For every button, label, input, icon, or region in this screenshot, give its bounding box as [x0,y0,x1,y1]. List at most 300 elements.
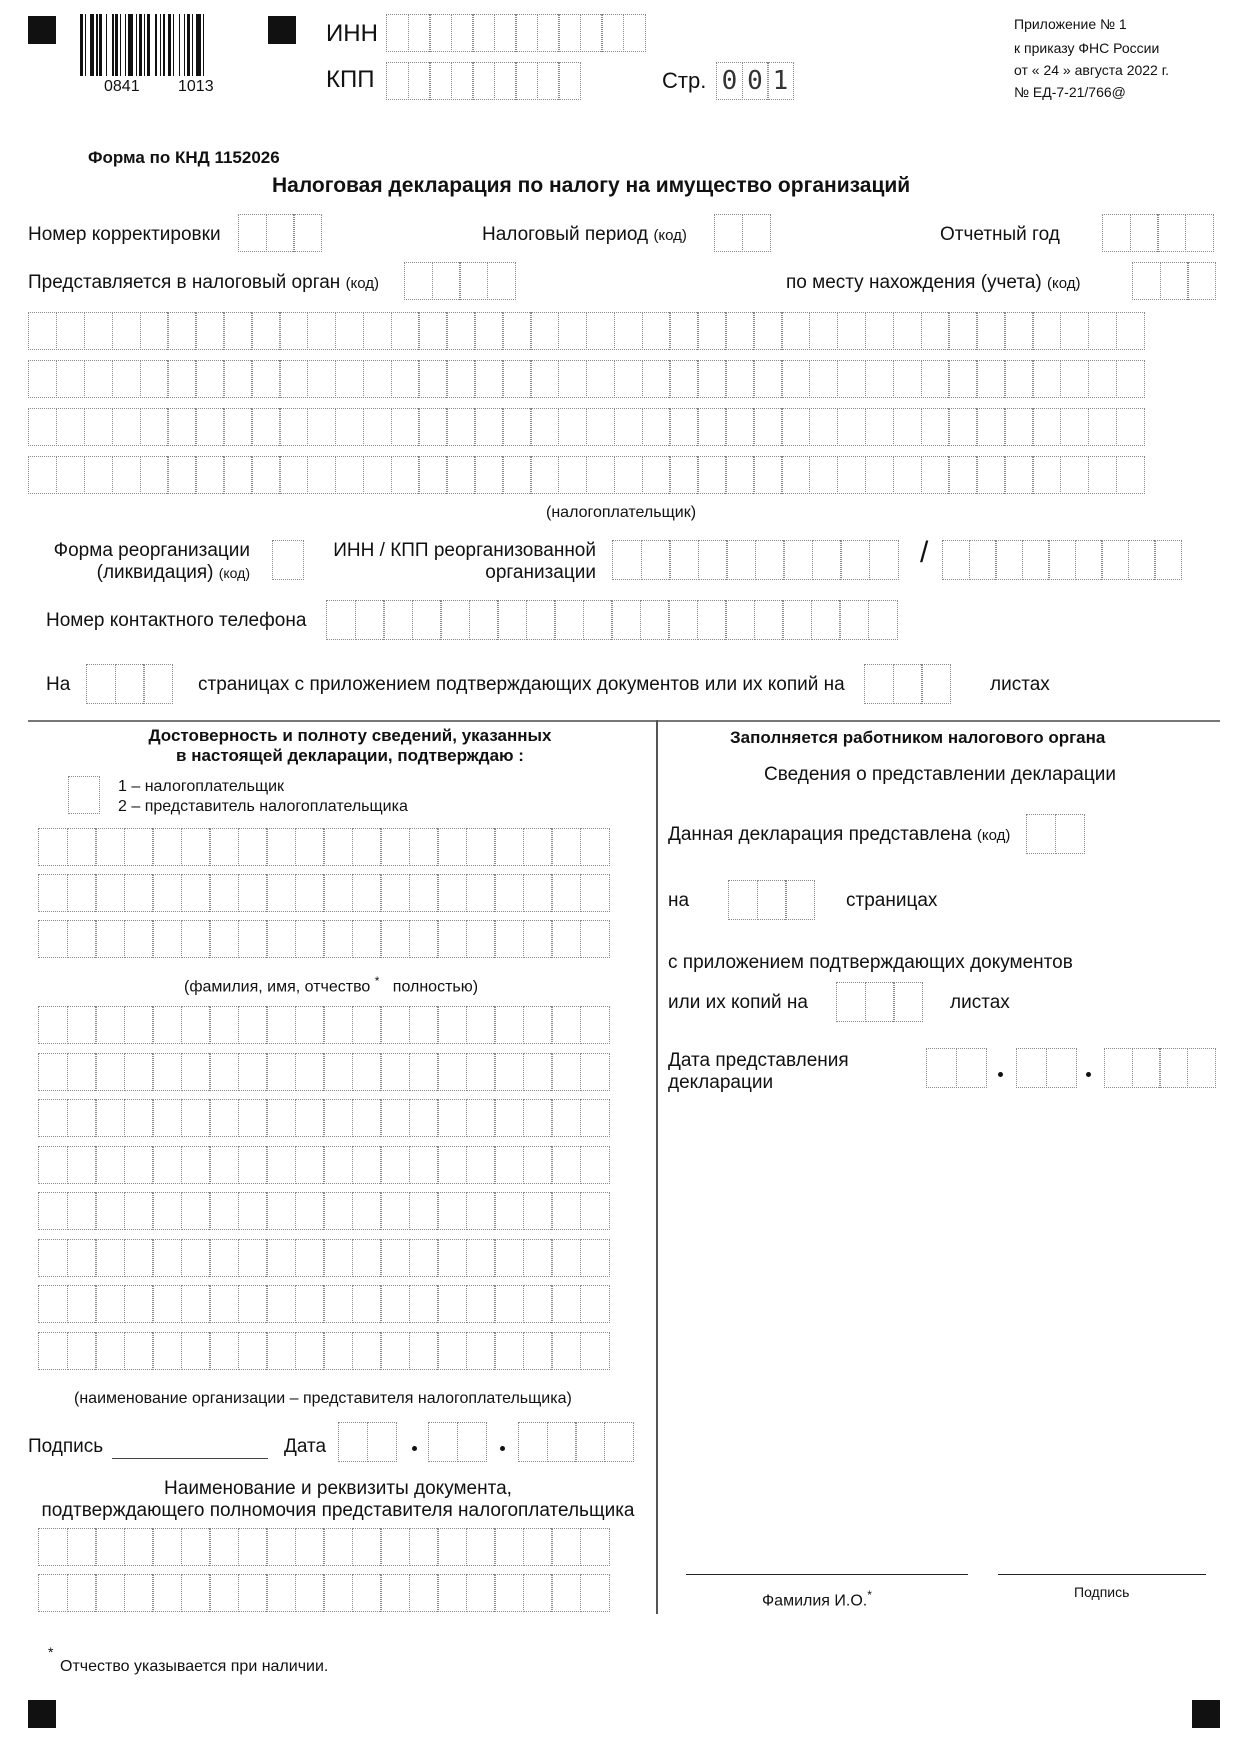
input-cell[interactable] [466,1192,496,1230]
input-cell[interactable] [266,214,295,252]
input-cell[interactable] [38,1192,68,1230]
input-cell[interactable] [409,1332,439,1370]
input-cell[interactable] [209,1006,239,1044]
input-cell[interactable] [307,408,336,446]
input-cell[interactable] [140,312,169,350]
input-cell[interactable] [295,1053,325,1091]
input-cell[interactable] [429,14,452,52]
input-cell[interactable] [502,360,531,398]
input-cell[interactable] [181,1528,211,1566]
input-cell[interactable] [238,1332,268,1370]
input-cell[interactable] [781,408,810,446]
input-cell[interactable] [697,408,726,446]
input-cell[interactable] [725,600,755,640]
input-cell[interactable] [56,408,85,446]
input-cell[interactable] [409,1192,439,1230]
input-cell[interactable] [781,360,810,398]
input-cell[interactable] [893,408,922,446]
input-cell[interactable] [494,1285,524,1323]
input-cell[interactable] [418,360,447,398]
input-cell[interactable] [921,408,950,446]
input-cell[interactable] [352,1053,382,1091]
input-cell[interactable] [1032,312,1061,350]
input-cell[interactable] [251,312,280,350]
input-cell[interactable] [641,540,671,580]
input-cell[interactable] [266,1239,296,1277]
input-cell[interactable] [418,456,447,494]
input-cell[interactable] [580,874,610,912]
input-cell[interactable] [921,664,951,704]
grid-row[interactable] [38,1053,610,1091]
input-cell[interactable] [523,1146,553,1184]
input-cell[interactable] [323,920,353,958]
input-cell[interactable] [84,456,113,494]
input-cell[interactable] [837,360,866,398]
input-cell[interactable] [893,312,922,350]
grid-row[interactable] [38,1192,610,1230]
input-cell[interactable] [195,456,224,494]
input-cell[interactable] [181,1099,211,1137]
input-cell[interactable] [518,1422,548,1462]
input-cell[interactable] [580,14,603,52]
input-cell[interactable] [1102,214,1131,252]
input-cell[interactable] [1004,408,1033,446]
input-cell[interactable] [1128,540,1156,580]
input-cell[interactable] [836,982,866,1022]
input-cell[interactable] [266,1146,296,1184]
input-cell[interactable] [238,1146,268,1184]
input-cell[interactable] [335,360,364,398]
input-cell[interactable] [614,360,643,398]
input-cell[interactable] [380,1146,410,1184]
input-cell[interactable] [238,828,268,866]
inn-field[interactable] [386,14,646,52]
input-cell[interactable] [352,1239,382,1277]
input-cell[interactable] [67,1574,97,1612]
input-cell[interactable] [437,1053,467,1091]
input-cell[interactable] [335,312,364,350]
input-cell[interactable] [209,1146,239,1184]
input-cell[interactable] [67,874,97,912]
input-cell[interactable] [551,1006,581,1044]
input-cell[interactable] [152,1239,182,1277]
input-cell[interactable] [84,360,113,398]
input-cell[interactable] [785,880,815,920]
input-cell[interactable] [409,1239,439,1277]
input-cell[interactable] [355,600,385,640]
input-cell[interactable] [1101,540,1129,580]
input-cell[interactable] [494,1053,524,1091]
input-cell[interactable] [209,874,239,912]
input-cell[interactable] [209,920,239,958]
input-cell[interactable] [494,1239,524,1277]
input-cell[interactable] [669,312,698,350]
input-cell[interactable] [124,1528,154,1566]
input-cell[interactable] [614,408,643,446]
input-cell[interactable] [380,1192,410,1230]
input-cell[interactable] [67,1239,97,1277]
input-cell[interactable] [68,776,100,814]
input-cell[interactable] [642,360,671,398]
input-cell[interactable] [437,1146,467,1184]
input-cell[interactable] [84,312,113,350]
input-cell[interactable] [725,408,754,446]
input-cell[interactable] [238,1006,268,1044]
input-cell[interactable] [1004,312,1033,350]
input-cell[interactable] [1060,312,1089,350]
input-cell[interactable] [124,828,154,866]
input-cell[interactable] [809,360,838,398]
input-cell[interactable] [1116,312,1145,350]
input-cell[interactable] [143,664,173,704]
input-cell[interactable] [580,1332,610,1370]
input-cell[interactable] [865,456,894,494]
input-cell[interactable] [295,828,325,866]
input-cell[interactable] [586,456,615,494]
input-cell[interactable] [412,600,442,640]
input-cell[interactable] [167,456,196,494]
input-cell[interactable] [28,456,57,494]
input-cell[interactable] [1032,456,1061,494]
input-cell[interactable] [558,456,587,494]
input-cell[interactable] [494,1006,524,1044]
input-cell[interactable] [323,1574,353,1612]
input-cell[interactable] [809,456,838,494]
input-cell[interactable] [380,920,410,958]
input-cell[interactable] [307,312,336,350]
input-cell[interactable] [209,1574,239,1612]
input-cell[interactable] [432,262,461,300]
grid-row[interactable] [38,1146,610,1184]
input-cell[interactable] [515,14,538,52]
grid-row[interactable] [28,408,1145,446]
input-cell[interactable] [67,1006,97,1044]
grid-row[interactable] [38,1006,610,1044]
input-cell[interactable] [38,1239,68,1277]
input-cell[interactable] [295,1332,325,1370]
input-cell[interactable] [580,1192,610,1230]
input-cell[interactable] [152,1332,182,1370]
input-cell[interactable] [124,1006,154,1044]
input-cell[interactable] [152,874,182,912]
input-cell[interactable] [380,1099,410,1137]
input-cell[interactable] [921,312,950,350]
input-cell[interactable] [437,1285,467,1323]
input-cell[interactable] [404,262,433,300]
input-cell[interactable] [1032,360,1061,398]
input-cell[interactable] [195,408,224,446]
input-cell[interactable] [95,1006,125,1044]
input-cell[interactable] [869,540,899,580]
input-cell[interactable] [67,1146,97,1184]
input-cell[interactable] [437,1192,467,1230]
input-cell[interactable] [352,920,382,958]
input-cell[interactable] [323,874,353,912]
input-cell[interactable] [251,360,280,398]
input-cell[interactable] [323,828,353,866]
input-cell[interactable] [523,874,553,912]
input-cell[interactable] [437,828,467,866]
input-cell[interactable] [279,408,308,446]
input-cell[interactable] [295,1006,325,1044]
input-cell[interactable] [494,1574,524,1612]
input-cell[interactable] [409,1006,439,1044]
input-cell[interactable] [466,1574,496,1612]
input-cell[interactable] [238,1285,268,1323]
input-cell[interactable] [67,1528,97,1566]
signature-line[interactable] [112,1458,268,1459]
input-cell[interactable] [380,1332,410,1370]
input-cell[interactable] [95,828,125,866]
input-cell[interactable] [526,600,556,640]
input-cell[interactable] [238,920,268,958]
input-cell[interactable] [642,408,671,446]
input-cell[interactable] [530,312,559,350]
input-cell[interactable] [755,540,785,580]
input-cell[interactable] [326,600,356,640]
input-cell[interactable] [472,62,495,100]
input-cell[interactable] [323,1285,353,1323]
input-cell[interactable] [502,456,531,494]
input-cell[interactable] [837,312,866,350]
input-cell[interactable] [67,828,97,866]
input-cell[interactable] [266,1332,296,1370]
input-cell[interactable] [124,1332,154,1370]
input-cell[interactable] [523,1099,553,1137]
input-cell[interactable] [124,1574,154,1612]
input-cell[interactable] [352,1528,382,1566]
input-cell[interactable] [956,1048,987,1088]
input-cell[interactable] [942,540,970,580]
input-cell[interactable] [124,1285,154,1323]
input-cell[interactable] [38,828,68,866]
input-cell[interactable] [474,456,503,494]
input-cell[interactable] [95,1053,125,1091]
input-cell[interactable] [474,408,503,446]
input-cell[interactable] [466,874,496,912]
input-cell[interactable] [409,874,439,912]
input-cell[interactable] [352,1006,382,1044]
input-cell[interactable] [611,600,641,640]
input-cell[interactable] [466,1285,496,1323]
input-cell[interactable] [295,1146,325,1184]
input-cell[interactable] [466,1332,496,1370]
input-cell[interactable] [837,456,866,494]
input-cell[interactable] [352,1099,382,1137]
input-cell[interactable] [56,456,85,494]
input-cell[interactable] [446,360,475,398]
input-cell[interactable] [1185,214,1214,252]
input-cell[interactable] [266,1053,296,1091]
input-cell[interactable] [466,828,496,866]
input-cell[interactable] [335,408,364,446]
input-cell[interactable] [28,312,57,350]
grid-row[interactable] [38,828,610,866]
input-cell[interactable] [1088,408,1117,446]
input-cell[interactable] [948,456,977,494]
input-cell[interactable] [181,1192,211,1230]
input-cell[interactable] [238,1053,268,1091]
input-cell[interactable] [266,920,296,958]
input-cell[interactable] [523,1192,553,1230]
grid-row[interactable] [28,456,1145,494]
input-cell[interactable] [893,982,923,1022]
input-cell[interactable] [551,1332,581,1370]
input-cell[interactable] [124,1099,154,1137]
input-cell[interactable] [1157,214,1186,252]
sheets-count-field[interactable] [864,664,951,704]
input-cell[interactable] [363,408,392,446]
input-cell[interactable] [580,1239,610,1277]
input-cell[interactable] [551,1099,581,1137]
input-cell[interactable] [266,1006,296,1044]
input-cell[interactable] [742,214,771,252]
input-cell[interactable] [86,664,116,704]
input-cell[interactable] [409,1099,439,1137]
input-cell[interactable] [811,600,841,640]
input-cell[interactable] [575,1422,605,1462]
input-cell[interactable] [753,360,782,398]
input-cell[interactable] [1104,1048,1133,1088]
input-cell[interactable] [494,1192,524,1230]
input-cell[interactable] [238,214,267,252]
input-cell[interactable] [451,14,474,52]
input-cell[interactable] [383,600,413,640]
input-cell[interactable] [112,360,141,398]
input-cell[interactable] [583,600,613,640]
input-cell[interactable] [551,920,581,958]
input-cell[interactable] [307,456,336,494]
input-cell[interactable] [323,1006,353,1044]
input-cell[interactable] [469,600,499,640]
input-cell[interactable] [251,408,280,446]
input-cell[interactable] [152,1528,182,1566]
input-cell[interactable] [726,540,756,580]
input-cell[interactable] [380,1239,410,1277]
input-cell[interactable] [56,312,85,350]
input-cell[interactable] [295,1574,325,1612]
input-cell[interactable] [124,874,154,912]
input-cell[interactable] [238,1528,268,1566]
input-cell[interactable] [809,312,838,350]
input-cell[interactable] [409,828,439,866]
input-cell[interactable] [38,1053,68,1091]
submission-code-field[interactable] [1026,814,1085,854]
input-cell[interactable] [181,1239,211,1277]
input-cell[interactable] [95,1528,125,1566]
input-cell[interactable] [38,1574,68,1612]
input-cell[interactable] [408,14,431,52]
input-cell[interactable] [437,1239,467,1277]
input-cell[interactable] [437,920,467,958]
input-cell[interactable] [363,360,392,398]
input-cell[interactable] [238,1192,268,1230]
input-cell[interactable] [783,540,813,580]
input-cell[interactable] [586,312,615,350]
input-cell[interactable] [547,1422,577,1462]
input-cell[interactable] [551,1192,581,1230]
input-cell[interactable] [466,1239,496,1277]
input-cell[interactable] [152,1192,182,1230]
input-cell[interactable] [295,1239,325,1277]
input-cell[interactable] [152,1006,182,1044]
input-cell[interactable] [537,14,560,52]
input-cell[interactable] [502,408,531,446]
correction-number-field[interactable] [238,214,322,252]
input-cell[interactable] [181,874,211,912]
input-cell[interactable] [669,456,698,494]
input-cell[interactable] [167,408,196,446]
grid-row[interactable] [38,1574,610,1612]
officer-fio-line[interactable] [686,1574,968,1575]
input-cell[interactable] [266,1099,296,1137]
input-cell[interactable] [551,828,581,866]
input-cell[interactable] [67,1332,97,1370]
input-cell[interactable] [95,1239,125,1277]
input-cell[interactable] [537,62,560,100]
input-cell[interactable] [238,1574,268,1612]
input-cell[interactable] [586,360,615,398]
input-cell[interactable] [95,874,125,912]
input-cell[interactable] [466,1099,496,1137]
input-cell[interactable] [152,828,182,866]
input-cell[interactable] [614,312,643,350]
input-cell[interactable] [266,1528,296,1566]
input-cell[interactable] [352,1285,382,1323]
input-cell[interactable] [868,600,898,640]
input-cell[interactable] [95,1099,125,1137]
input-cell[interactable] [140,408,169,446]
input-cell[interactable] [95,920,125,958]
input-cell[interactable] [279,360,308,398]
submission-month-field[interactable] [1016,1048,1077,1088]
input-cell[interactable] [363,456,392,494]
input-cell[interactable] [554,600,584,640]
input-cell[interactable] [209,1239,239,1277]
input-cell[interactable] [112,408,141,446]
input-cell[interactable] [181,1285,211,1323]
input-cell[interactable] [67,1192,97,1230]
date-year-field[interactable] [518,1422,634,1462]
input-cell[interactable] [238,1099,268,1137]
input-cell[interactable] [209,1332,239,1370]
input-cell[interactable] [1022,540,1050,580]
input-cell[interactable] [409,1146,439,1184]
input-cell[interactable] [494,1099,524,1137]
input-cell[interactable] [367,1422,397,1462]
input-cell[interactable] [580,1099,610,1137]
reorg-form-field[interactable] [272,540,304,580]
input-cell[interactable] [437,1006,467,1044]
input-cell[interactable] [223,312,252,350]
input-cell[interactable] [725,456,754,494]
input-cell[interactable] [558,62,581,100]
reporting-year-field[interactable] [1102,214,1214,252]
input-cell[interactable] [494,14,517,52]
input-cell[interactable] [307,360,336,398]
input-cell[interactable] [1060,408,1089,446]
reorg-kpp-field[interactable] [942,540,1182,580]
input-cell[interactable] [1132,1048,1161,1088]
input-cell[interactable] [551,1053,581,1091]
input-cell[interactable] [380,1053,410,1091]
input-cell[interactable] [67,920,97,958]
input-cell[interactable] [864,664,894,704]
grid-row[interactable] [38,874,610,912]
input-cell[interactable] [494,62,517,100]
input-cell[interactable] [295,1099,325,1137]
input-cell[interactable] [640,600,670,640]
